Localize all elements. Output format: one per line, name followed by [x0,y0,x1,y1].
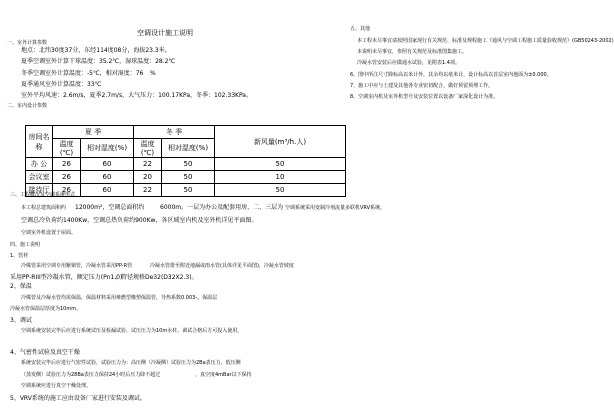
table-cell: 50 [162,171,215,184]
table-cell-room: 会议室 [26,171,53,184]
text-line: 空调总冷负荷约1400Kw，空调总热负荷约900Kw，各区域室内机及室外机详见平面图。 [21,217,258,224]
text-line: （蒸发侧）试验压力为28Ba表压力保持24小时后压力降不超过 [21,372,161,378]
table-cell: 22 [134,158,162,171]
table-subhead: 温度(℃) [134,139,162,158]
text-line: 7、施工中应与土建及其他各专业密切配合，做好预留预埋工作。 [350,83,494,89]
design-parameters-table [25,125,346,197]
section-3-heading: 三、工程概况及空调系统形式 [10,192,76,198]
table-cell: 60 [81,184,134,197]
table-cell-room: 接待厅 [26,184,53,197]
section-4-heading: 四、施工说明 [10,242,41,248]
table-cell: 20 [134,171,162,184]
subsection-heading: 2、保温 [10,283,32,290]
text-line: 冷媒管及冷凝水管均需保温，保温材料采用难燃型橡塑保温管，导热系数0.003-。保温层 [21,295,218,301]
table-cell: 22 [134,184,162,197]
text-line: 12000m²，空调总面积约 [75,204,145,211]
table-cell: 50 [215,158,346,171]
text-line: 本工程总建筑面积约 [21,205,67,211]
text-line: 冷凝水管排至附近地漏或雨水管(具体详见平面图)，冷凝水管坡度 [150,263,294,269]
table-cell-room: 办 公 [26,158,53,171]
text-line: % [150,70,156,77]
text-line: 本工程未尽事宜请按照国家现行有关规范、标准及规程施工《通风与空调工程施工质量验收规范》(GB50243-2002) [357,38,614,44]
table-cell: 50 [162,158,215,171]
subsection-heading: 1、管材 [10,253,29,259]
table-cell: 60 [81,171,134,184]
text-line: 夏季通风室外计算温度：33℃ [21,81,102,88]
text-line: 8、空调室内机及室外机型号及安装位置以设备厂家深化设计为准。 [350,94,499,100]
text-line: ，管径规格De32(D32X2.3)。 [115,274,198,281]
text-line: ，真空度4mBar以下保持 [195,372,252,378]
table-cell: 26 [53,171,81,184]
subsection-heading: 3、调试 [10,317,32,324]
text-line: 冷凝水管安装后应做通水试验，见附表1.4项。 [357,60,460,66]
table-row [26,158,346,171]
table-cell: 10 [215,171,346,184]
table-cell: 26 [53,184,81,197]
text-line: 冷凝水管保温层厚度为10mm。 [10,306,82,312]
table-subhead: 相对湿度(%) [162,139,215,158]
document-title: 空调设计施工说明 [137,29,193,37]
text-line: 系统安装完毕后应进行气密性试验，试验压力为：高压侧（冷凝侧）试验压力为2Ba表压力，低压侧 [21,360,241,366]
text-line: 6000m。一层为办公及配套用房，二、三层为 [160,204,284,211]
text-line: 夏季空调室外计算干球温度：35.2℃，湿球温度：28.2℃ [21,58,176,65]
text-line: 采用PP-RIII型冷凝水管，额定压力(Pn1.0) [10,274,123,281]
table-subhead: 温度(℃) [53,139,81,158]
subsection-heading: 4、气密性试验及真空干燥 [10,349,80,356]
text-line: 空调室外机设置于屋面。 [21,230,77,236]
section-1-heading: 一、室外计算参数 [7,40,48,46]
text-line: 冷媒管采用空调专用紫铜管，冷凝水管采用PP-R管 [21,263,133,269]
text-line: 空调系统应进行真空干燥处理。 [21,383,92,389]
table-cell: 50 [162,184,215,197]
text-line: 6、图中所注尺寸除标高以米计外，其余均以毫米计，设计标高以首层室内地面为±0.000。 [350,72,552,78]
table-head-room: 房间名称 [26,126,53,158]
section-2-heading: 二、室内设计参数 [7,103,48,109]
text-line: 本说明未尽事宜，参照有关规范及标准图集施工。 [357,49,468,55]
table-cell: 26 [53,158,81,171]
table-head-winter: 冬 季 [134,126,215,139]
table-head-fresh-air: 新风量(m³/h.人) [215,126,346,158]
table-subhead: 相对湿度(%) [81,139,134,158]
table-head-summer: 夏 季 [53,126,134,139]
table-cell: 50 [215,184,346,197]
text-line: 冬季空调室外计算温度：-5℃，相对湿度：76 [21,70,144,77]
table-row [26,171,346,184]
table-cell: 60 [81,158,134,171]
text-line: 室外平均风速：2.6m/s，夏季2.7m/s，大气压力：100.17KPa，冬季：102.33KPa。 [21,92,252,99]
text-line: 地点：北纬30度37分，东经114度08分，海拔23.3米。 [21,47,171,54]
subsection-heading: 5、VRV系统的施工应由设备厂家进行安装及调试。 [10,395,146,402]
text-line: 空调系统安装完毕后应进行系统试压及检漏试验，试压压力为10m水柱，调试合格后方可投入使用。 [21,328,243,334]
text-line: 空调系统采用变制冷剂流量多联机VRV系统。 [285,205,386,211]
section-5-heading: 五、其他 [350,26,371,32]
